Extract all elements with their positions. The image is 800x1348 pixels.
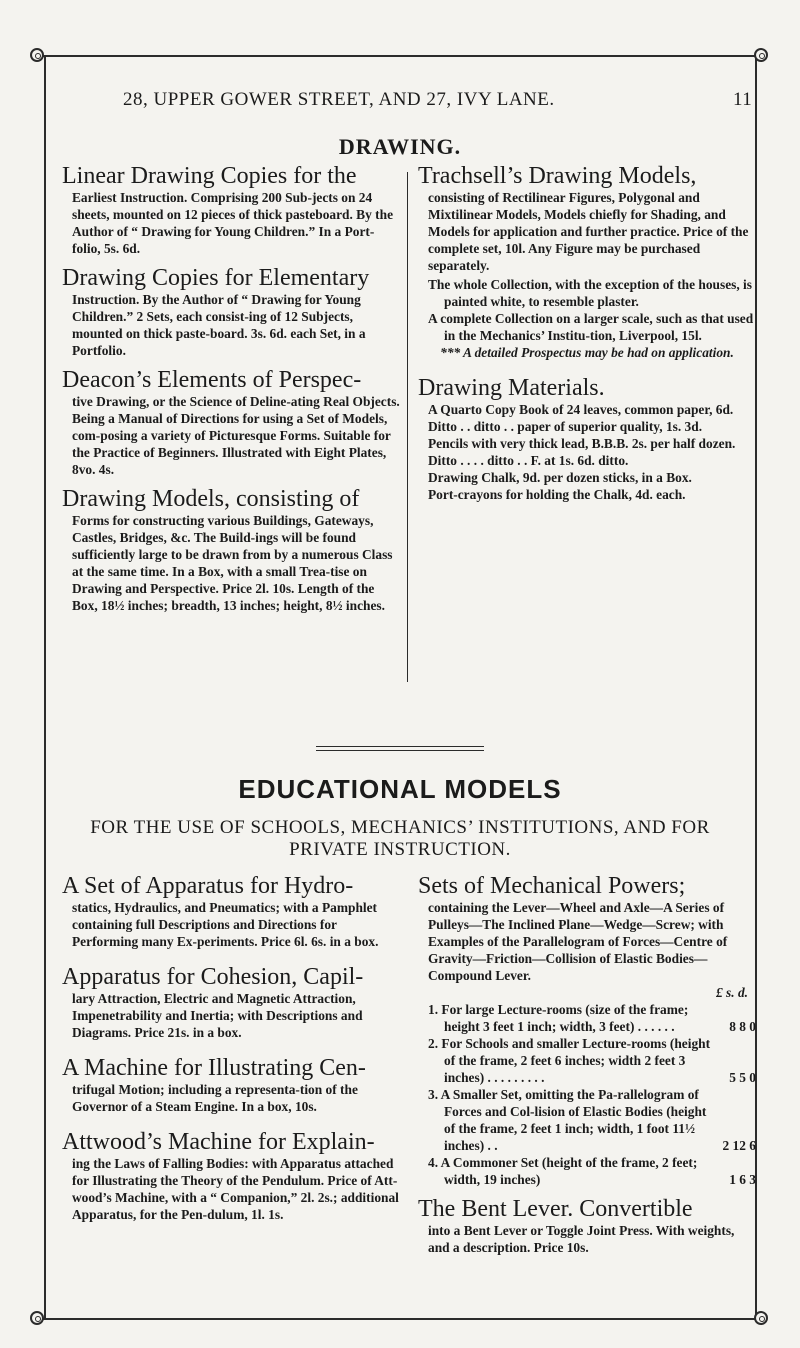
entry-heading: Deacon’s Elements of Perspec- xyxy=(62,367,362,393)
educational-subtitle: PRIVATE INSTRUCTION. xyxy=(289,839,511,860)
currency-header: £ s. d. xyxy=(716,985,748,1000)
educational-subtitle: FOR THE USE OF SCHOOLS, MECHANICS’ INSTITUTIONS, AND FOR xyxy=(90,817,710,838)
price-list-item xyxy=(418,1035,756,1086)
entry-body: statics, Hydraulics, and Pneumatics; with a Pamphlet containing full Descriptions and Directions for Performing many Ex-periments. Price 6l. 6s. in a box. xyxy=(72,900,379,949)
drawing-section-title: DRAWING. xyxy=(338,134,462,159)
entry-heading: Drawing Copies for Elementary xyxy=(62,265,370,291)
entry-heading: Drawing Materials. xyxy=(418,375,605,401)
entry-body: ing the Laws of Falling Bodies: with Apparatus attached for Illustrating the Theory of the Pendulum. Price of Att-wood’s Machine, with a “ Companion,” 2l. 2s.; additional Apparatus, for the Pen-dulum, 1l. 1s. xyxy=(72,1156,399,1222)
page-number: 11 xyxy=(733,89,753,110)
corner-ornament-icon xyxy=(30,48,44,62)
entry-body: lary Attraction, Electric and Magnetic Attraction, Impenetrability and Inertia; with Descriptions and Diagrams. Price 21s. in a box. xyxy=(72,991,363,1040)
top-rule xyxy=(38,55,760,57)
entry-body: tive Drawing, or the Science of Deline-ating Real Objects. Being a Manual of Directions for using a Set of Models, com-posing a variety of Picturesque Forms. Suitable for the Practice of Beginners. Illustrated with Eight Plates, 8vo. 4s. xyxy=(72,394,400,477)
corner-ornament-icon xyxy=(30,1311,44,1325)
price-list-item xyxy=(418,1086,756,1154)
price-item-price: 2 12 6 xyxy=(722,1138,756,1153)
note: The whole Collection, with the exception of the houses, is painted white, to resemble plaster. xyxy=(428,277,752,309)
material-item: Pencils with very thick lead, B.B.B. 2s. per half dozen. xyxy=(428,436,736,451)
educational-left-column xyxy=(62,873,400,1223)
entry-body: into a Bent Lever or Toggle Joint Press. With weights, and a description. Price 10s. xyxy=(428,1223,735,1255)
prospectus-note: *** A detailed Prospectus may be had on application. xyxy=(440,345,734,360)
entry-heading: Attwood’s Machine for Explain- xyxy=(62,1129,375,1155)
educational-section-title: EDUCATIONAL MODELS xyxy=(238,774,562,804)
material-item: A Quarto Copy Book of 24 leaves, common paper, 6d. xyxy=(428,402,734,417)
entry-heading: Apparatus for Cohesion, Capil- xyxy=(62,964,364,990)
price-list-item xyxy=(418,1001,756,1035)
educational-right-column xyxy=(418,873,756,1256)
price-item-text: 1. For large Lecture-rooms (size of the frame; height 3 feet 1 inch; width, 3 feet) . . . . . . xyxy=(428,1002,689,1034)
entry-body: Forms for constructing various Buildings, Gateways, Castles, Bridges, &c. The Build-ings will be found sufficiently large to be drawn from by a numerous Class at the same time. In a Box, with a small Trea-tise on Drawing and Perspective. Price 2l. 10s. Length of the Box, 18½ inches; breadth, 13 inches; height, 8½ inches. xyxy=(72,513,393,613)
column-divider xyxy=(407,172,408,682)
price-list-item xyxy=(418,1154,756,1188)
running-head-title: 28, UPPER GOWER STREET, AND 27, IVY LANE. xyxy=(123,89,555,110)
drawing-left-column xyxy=(62,163,400,614)
entry-body: consisting of Rectilinear Figures, Polygonal and Mixtilinear Models, Models chiefly for Shading, and Models for application and further practice. Price of the complete set, 10l. Any Figure may be purchased separately. xyxy=(428,190,749,273)
price-item-text: 3. A Smaller Set, omitting the Pa-rallelogram of Forces and Col-lision of Elastic Bodies (height of the frame, 2 feet 1 inch; width, 1 foot 11½ inches) . . xyxy=(428,1087,707,1153)
entry-heading: The Bent Lever. Convertible xyxy=(418,1196,693,1222)
material-item: Ditto . . ditto . . paper of superior quality, 1s. 3d. xyxy=(428,419,703,434)
drawing-right-column xyxy=(418,163,756,503)
entry-heading: A Set of Apparatus for Hydro- xyxy=(62,873,354,899)
left-rule xyxy=(44,55,46,1318)
entry-heading: Drawing Models, consisting of xyxy=(62,486,360,512)
material-item: Port-crayons for holding the Chalk, 4d. each. xyxy=(428,487,686,502)
entry-heading: Trachsell’s Drawing Models, xyxy=(418,163,697,189)
entry-heading: A Machine for Illustrating Cen- xyxy=(62,1055,366,1081)
section-divider xyxy=(316,746,484,754)
price-item-price: 1 6 3 xyxy=(729,1172,756,1187)
material-item: Ditto . . . . ditto . . F. at 1s. 6d. ditto. xyxy=(428,453,629,468)
material-item: Drawing Chalk, 9d. per dozen sticks, in a Box. xyxy=(428,470,692,485)
price-item-text: 2. For Schools and smaller Lecture-rooms (height of the frame, 2 feet 6 inches; width 2 feet 3 inches) . . . . . . . . . xyxy=(428,1036,711,1085)
entry-body: Instruction. By the Author of “ Drawing for Young Children.” 2 Sets, each consist-ing of 12 Subjects, mounted on thick paste-board. 3s. 6d. each Set, in a Portfolio. xyxy=(72,292,366,358)
price-item-text: 4. A Commoner Set (height of the frame, 2 feet; width, 19 inches) xyxy=(428,1155,698,1187)
entry-heading: Linear Drawing Copies for the xyxy=(62,163,357,189)
price-item-price: 5 5 0 xyxy=(729,1070,756,1085)
entry-body: containing the Lever—Wheel and Axle—A Series of Pulleys—The Inclined Plane—Wedge—Screw; with Examples of the Parallelogram of Forces—Centre of Gravity—Friction—Collision of Elastic Bodies—Compound Lever. xyxy=(428,900,728,983)
corner-ornament-icon xyxy=(754,1311,768,1325)
note: A complete Collection on a larger scale, such as that used in the Mechanics’ Institu-tion, Liverpool, 15l. xyxy=(428,311,754,343)
price-item-price: 8 8 0 xyxy=(729,1019,756,1034)
entry-heading: Sets of Mechanical Powers; xyxy=(418,873,686,899)
corner-ornament-icon xyxy=(754,48,768,62)
entry-body: trifugal Motion; including a representa-tion of the Governor of a Steam Engine. In a box, 10s. xyxy=(72,1082,358,1114)
entry-body: Earliest Instruction. Comprising 200 Sub-jects on 24 sheets, mounted on 12 pieces of thick pasteboard. By the Author of “ Drawing for Young Children.” In a Port-folio, 5s. 6d. xyxy=(72,190,394,256)
bottom-rule xyxy=(38,1318,760,1320)
